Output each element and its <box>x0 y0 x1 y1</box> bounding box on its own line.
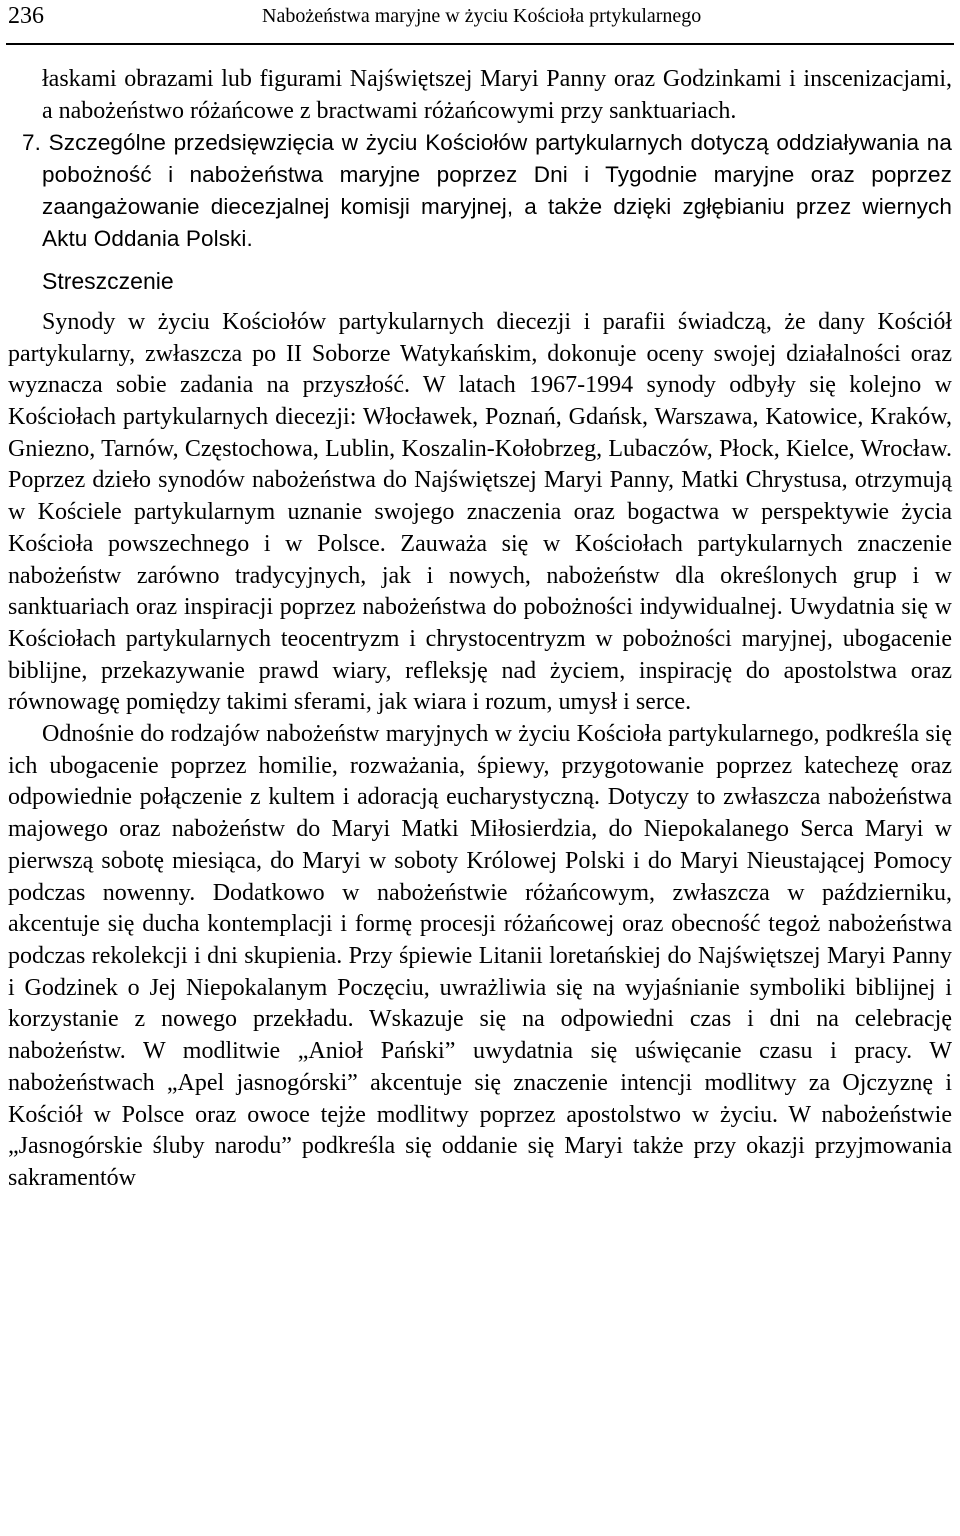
abstract-paragraph-2: Odnośnie do rodzajów nabożeństw maryjnych w życiu Kościoła partykularnego, podkreśla się ich ubogacenie poprzez homilie, rozważania, śpiewy, przygotowanie poprzez katechezę oraz odpowiednie połączenie z kultem i adoracją eucharystyczną. Dotyczy to zwłaszcza nabożeństwa majowego oraz nabożeństw do Maryi Matki Miłosierdzia, do Niepokalanego Serca Maryi w pierwszą sobotę miesiąca, do Maryi w soboty Królowej Polski i do Maryi Nieustającej Pomocy podczas nowenny. Dodatkowo w nabożeństwie różańcowym, zwłaszcza w październiku, akcentuje się ducha kontemplacji i formę procesji różańcowej oraz obecność tegoż nabożeństwa podczas rekolekcji i dni skupienia. Przy śpiewie Litanii loretańskiej do Najświętszej Maryi Panny i Godzinek o Jej Niepokalanym Poczęciu, uwrażliwia się na wyjaśnianie symboliki biblijnej i korzystanie z nowego przekładu. Wskazuje się na odpowiedni czas i dni na celebrację nabożeństw. W modlitwie „Anioł Pański” uwydatnia się uświęcanie czasu i pracy. W nabożeństwach „Apel jasnogórski” akcentuje się znaczenie intencji modlitwy za Ojczyznę i Kościół w Polsce oraz owoce tejże modlitwy poprzez apostolstwo w życiu. W nabożeństwie „Jasnogórskie śluby narodu” podkreśla się oddanie się Maryi także przy okazji przyjmowania sakramentów <box>8 721 952 1191</box>
page-number: 236 <box>8 3 44 29</box>
abstract-paragraph-1: Synody w życiu Kościołów partykularnych diecezji i parafii świadczą, że dany Kościół partykularny, zwłaszcza po II Soborze Watykańskim, dokonuje oceny swojej działalności oraz wyznacza sobie zadania na przyszłość. W latach 1967-1994 synody odbyły się kolejno w Kościołach partykularnych diecezji: Włocławek, Poznań, Gdańsk, Warszawa, Katowice, Kraków, Gniezno, Tarnów, Częstochowa, Lublin, Koszalin-Kołobrzeg, Lubaczów, Płock, Kielce, Wrocław. Poprzez dzieło synodów nabożeństwa do Najświętszej Maryi Panny, Matki Chrystusa, otrzymują w Kościele partykularnym uznanie swojego znaczenia oraz bogactwa w perspektywie życia Kościoła powszechnego i w Polsce. Zauważa się w Kościołach partykularnych znaczenie nabożeństw zarówno tradycyjnych, jak i nowych, nabożeństw dla określonych grup i w sanktuariach oraz inspiracji poprzez nabożeństwa do pobożności indywidualnej. Uwydatnia się w Kościołach partykularnych teocentryzm i chrystocentryzm w pobożności maryjnej, ubogacenie biblijne, przekazywanie prawd wiary, refleksję nad życiem, inspirację do apostolstwa oraz równowagę pomiędzy takimi sferami, jak wiara i rozum, umysł i serce. <box>8 308 952 716</box>
section-title: Streszczenie <box>42 268 174 295</box>
page-body <box>8 64 952 1195</box>
header-rule <box>6 43 954 45</box>
list-item-7: 7. Szczególne przedsięwzięcia w życiu Kościołów partykularnych dotyczą oddziaływania na pobożność i nabożeństwa maryjne poprzez Dni i Tygodnie maryjne oraz poprzez zaangażowanie diecezjalnej komisji maryjnej, a także dzięki zgłębianiu przez wiernych Aktu Oddania Polski. <box>22 130 952 251</box>
continuation-paragraph: łaskami obrazami lub figurami Najświętszej Maryi Panny oraz Godzinkami i inscenizacjami, a nabożeństwo różańcowe z bractwami różańcowymi przy sanktuariach. <box>42 66 952 124</box>
running-head: Nabożeństwa maryjne w życiu Kościoła prtykularnego <box>262 5 702 27</box>
page-header <box>0 0 960 48</box>
